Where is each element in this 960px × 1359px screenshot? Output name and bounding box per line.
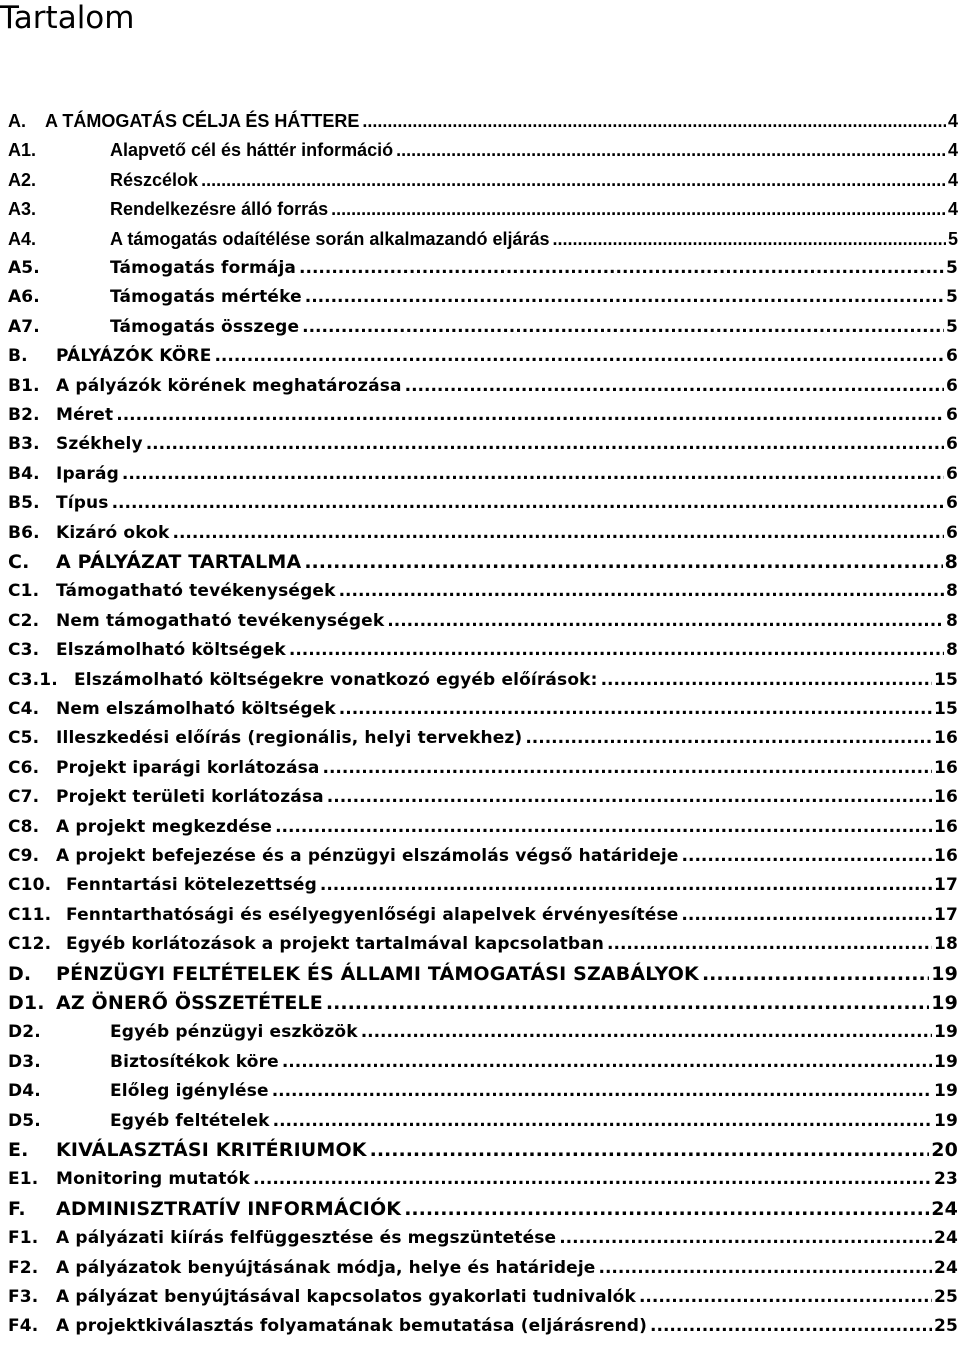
toc-entry[interactable] bbox=[0, 867, 958, 896]
toc-entry-title: Projekt iparági korlátozása bbox=[56, 757, 320, 778]
toc-entry-number: E. bbox=[8, 1139, 29, 1161]
toc-entry-page-number: 5 bbox=[947, 228, 958, 249]
toc-entry[interactable] bbox=[0, 750, 958, 779]
toc-entry[interactable] bbox=[0, 191, 958, 220]
toc-entry-number: B3. bbox=[8, 434, 40, 455]
toc-entry-number: A2. bbox=[8, 169, 37, 190]
toc-entry-number: A3. bbox=[8, 199, 37, 220]
toc-entry-page-number: 6 bbox=[946, 434, 958, 455]
toc-entry-page-number: 6 bbox=[946, 493, 958, 514]
toc-entry-number: A5. bbox=[8, 258, 40, 278]
toc-entry-page-number: 16 bbox=[934, 846, 958, 866]
toc-entry-number: C4. bbox=[8, 699, 40, 719]
toc-entry-title: PÁLYÁZÓK KÖRE bbox=[56, 346, 212, 367]
toc-entry-title: Egyéb pénzügyi eszközök bbox=[110, 1022, 358, 1043]
dot-leader bbox=[111, 492, 944, 514]
toc-entry-number: C9. bbox=[8, 846, 40, 866]
toc-entry-page-number: 6 bbox=[946, 375, 958, 396]
toc-entry[interactable] bbox=[0, 397, 958, 426]
toc-entry[interactable] bbox=[0, 309, 958, 338]
toc-entry-number: D4. bbox=[8, 1081, 41, 1102]
toc-entry-number: C12. bbox=[8, 934, 52, 955]
toc-entry-title: Támogatás formája bbox=[110, 258, 297, 278]
toc-entry-page-number: 5 bbox=[946, 258, 958, 278]
dot-leader bbox=[600, 669, 932, 691]
dot-leader bbox=[369, 1139, 930, 1161]
toc-entry-title: Támogatás összege bbox=[110, 316, 300, 337]
toc-entry-title: Méret bbox=[56, 405, 114, 425]
toc-entry-page-number: 8 bbox=[944, 551, 958, 573]
toc-entry-number: C2. bbox=[8, 610, 40, 631]
toc-entry-page-number: 20 bbox=[931, 1139, 958, 1161]
dot-leader bbox=[338, 580, 944, 602]
toc-entry-title: Támogatás mértéke bbox=[110, 287, 302, 308]
toc-entry[interactable] bbox=[0, 1073, 958, 1102]
toc-entry-page-number: 5 bbox=[946, 316, 958, 337]
toc-entry-title: Egyéb feltételek bbox=[110, 1110, 270, 1131]
toc-entry[interactable] bbox=[0, 838, 958, 867]
toc-entry[interactable] bbox=[0, 720, 958, 749]
toc-entry-title: Előleg igénylése bbox=[110, 1081, 269, 1102]
toc-entry-number: C10. bbox=[8, 875, 52, 896]
toc-entry-number: F4. bbox=[8, 1316, 39, 1337]
toc-entry-page-number: 18 bbox=[934, 934, 958, 955]
toc-entry-page-number: 19 bbox=[934, 1051, 958, 1072]
toc-entry-title: Nem támogatható tevékenységek bbox=[56, 610, 385, 631]
toc-entry-page-number: 24 bbox=[934, 1257, 958, 1278]
toc-entry-title: Részcélok bbox=[110, 169, 199, 190]
dot-leader bbox=[172, 522, 945, 544]
dot-leader bbox=[330, 198, 946, 220]
dot-leader bbox=[319, 874, 932, 896]
dot-leader bbox=[701, 963, 929, 985]
toc-entry-page-number: 6 bbox=[946, 405, 958, 425]
dot-leader bbox=[649, 1315, 932, 1337]
toc-entry-title: A TÁMOGATÁS CÉLJA ÉS HÁTTERE bbox=[45, 111, 360, 131]
dot-leader bbox=[145, 433, 944, 455]
toc-entry[interactable] bbox=[0, 338, 958, 367]
dot-leader bbox=[303, 551, 942, 573]
toc-entry-page-number: 8 bbox=[946, 640, 958, 661]
toc-entry-page-number: 8 bbox=[946, 610, 958, 631]
toc-entry[interactable] bbox=[0, 691, 958, 720]
toc-entry-title: Kizáró okok bbox=[56, 522, 170, 543]
toc-entry-number: A4. bbox=[8, 228, 37, 249]
toc-entry-title: A pályázati kiírás felfüggesztése és megszüntetése bbox=[56, 1228, 557, 1249]
dot-leader bbox=[395, 139, 946, 161]
dot-leader bbox=[322, 757, 933, 779]
dot-leader bbox=[200, 169, 946, 191]
toc-entry-title: Elszámolható költségek bbox=[56, 640, 286, 661]
toc-entry[interactable] bbox=[0, 1250, 958, 1279]
toc-entry-title: ADMINISZTRATÍV INFORMÁCIÓK bbox=[56, 1197, 402, 1220]
toc-entry-page-number: 4 bbox=[947, 140, 958, 161]
toc-entry[interactable] bbox=[0, 456, 958, 485]
toc-entry-title: A PÁLYÁZAT TARTALMA bbox=[56, 551, 302, 573]
toc-entry[interactable] bbox=[0, 1044, 958, 1073]
toc-entry-number: C1. bbox=[8, 581, 40, 602]
toc-entry-page-number: 16 bbox=[934, 728, 958, 749]
toc-entry-number: F3. bbox=[8, 1287, 39, 1307]
toc-entry-number: B. bbox=[8, 346, 28, 367]
toc-entry[interactable] bbox=[0, 132, 958, 161]
toc-entry-title: Nem elszámolható költségek bbox=[56, 699, 336, 719]
toc-entry-title: KIVÁLASZTÁSI KRITÉRIUMOK bbox=[56, 1139, 367, 1161]
toc-entry[interactable] bbox=[0, 103, 958, 132]
toc-entry-number: C11. bbox=[8, 904, 52, 925]
toc-entry[interactable] bbox=[0, 926, 958, 955]
toc-entry[interactable] bbox=[0, 603, 958, 632]
toc-entry-number: C3. bbox=[8, 640, 40, 661]
dot-leader bbox=[638, 1286, 932, 1308]
toc-entry-title: Projekt területi korlátozása bbox=[56, 787, 324, 808]
toc-entry-number: B6. bbox=[8, 522, 40, 543]
toc-entry-title: Támogatható tevékenységek bbox=[56, 581, 336, 602]
toc-entry-number: C5. bbox=[8, 728, 40, 749]
toc-entry-number: F2. bbox=[8, 1257, 39, 1278]
toc-entry-number: F. bbox=[8, 1197, 26, 1220]
toc-entry-number: A. bbox=[8, 111, 26, 131]
toc-entry[interactable] bbox=[0, 250, 958, 279]
dot-leader bbox=[271, 1080, 932, 1102]
toc-entry[interactable] bbox=[0, 573, 958, 602]
toc-entry-title: A projekt megkezdése bbox=[56, 816, 273, 837]
toc-entry-title: Fenntarthatósági és esélyegyenlőségi alapelvek érvényesítése bbox=[66, 904, 679, 925]
toc-entry[interactable] bbox=[0, 221, 958, 250]
toc-entry-page-number: 25 bbox=[934, 1316, 958, 1337]
toc-entry-page-number: 19 bbox=[934, 1081, 958, 1102]
toc-entry[interactable] bbox=[0, 485, 958, 514]
page-title: Tartalom bbox=[0, 0, 135, 36]
dot-leader bbox=[325, 992, 929, 1014]
dot-leader bbox=[298, 257, 944, 279]
toc-entry-page-number: 15 bbox=[934, 699, 958, 719]
toc-entry-page-number: 24 bbox=[934, 1228, 958, 1249]
toc-entry-page-number: 4 bbox=[947, 111, 958, 131]
toc-entry-number: F1. bbox=[8, 1228, 39, 1249]
toc-entry-page-number: 23 bbox=[934, 1169, 958, 1190]
toc-entry-page-number: 4 bbox=[947, 199, 958, 220]
toc-entry-page-number: 16 bbox=[934, 816, 958, 837]
toc-entry-page-number: 6 bbox=[946, 346, 958, 367]
toc-entry-page-number: 5 bbox=[946, 287, 958, 308]
toc-entry[interactable] bbox=[0, 1191, 958, 1220]
toc-entry-number: A6. bbox=[8, 287, 40, 308]
toc-entry-title: A pályázat benyújtásával kapcsolatos gyakorlati tudnivalók bbox=[56, 1287, 636, 1307]
toc-entry-title: A pályázók körének meghatározása bbox=[56, 375, 402, 396]
toc-entry-title: Monitoring mutatók bbox=[56, 1169, 250, 1190]
toc-entry-title: Illeszkedési előírás (regionális, helyi tervekhez) bbox=[56, 728, 523, 749]
toc-entry[interactable] bbox=[0, 1308, 958, 1337]
toc-entry[interactable] bbox=[0, 985, 958, 1014]
dot-leader bbox=[304, 286, 944, 308]
toc-entry-title: Elszámolható költségekre vonatkozó egyéb előírások: bbox=[74, 669, 598, 690]
toc-entry-number: D3. bbox=[8, 1051, 41, 1072]
toc-entry-title: A projekt befejezése és a pénzügyi elszámolás végső határideje bbox=[56, 846, 679, 866]
toc-entry[interactable] bbox=[0, 662, 958, 691]
toc-entry-number: D1. bbox=[8, 992, 45, 1014]
toc-entry-number: C6. bbox=[8, 757, 40, 778]
dot-leader bbox=[281, 1051, 932, 1073]
toc-entry-page-number: 17 bbox=[934, 904, 958, 925]
toc-entry[interactable] bbox=[0, 1279, 958, 1308]
toc-entry-number: A7. bbox=[8, 316, 40, 337]
dot-leader bbox=[301, 316, 944, 338]
toc-entry[interactable] bbox=[0, 426, 958, 455]
toc-entry[interactable] bbox=[0, 515, 958, 544]
toc-entry[interactable] bbox=[0, 544, 958, 573]
toc-entry[interactable] bbox=[0, 779, 958, 808]
toc-entry-title: Típus bbox=[56, 493, 109, 514]
toc-entry[interactable] bbox=[0, 162, 958, 191]
toc-entry[interactable] bbox=[0, 279, 958, 308]
toc-entry-title: Biztosítékok köre bbox=[110, 1051, 279, 1072]
toc-entry-page-number: 19 bbox=[934, 1022, 958, 1043]
toc-entry-page-number: 15 bbox=[934, 669, 958, 690]
toc-entry-page-number: 19 bbox=[931, 992, 958, 1014]
dot-leader bbox=[680, 904, 932, 926]
toc-entry-page-number: 24 bbox=[931, 1197, 958, 1220]
dot-leader bbox=[552, 228, 946, 250]
toc-entry[interactable] bbox=[0, 809, 958, 838]
toc-entry-page-number: 6 bbox=[946, 522, 958, 543]
dot-leader bbox=[597, 1257, 932, 1279]
dot-leader bbox=[524, 727, 932, 749]
toc-entry-page-number: 25 bbox=[934, 1287, 958, 1307]
toc-entry-number: D. bbox=[8, 962, 32, 985]
dot-leader bbox=[361, 110, 946, 132]
toc-entry-number: B1. bbox=[8, 375, 40, 396]
dot-leader bbox=[274, 816, 932, 838]
toc-entry-title: Iparág bbox=[56, 463, 119, 484]
toc-entry-page-number: 16 bbox=[934, 787, 958, 808]
toc-entry-page-number: 8 bbox=[946, 581, 958, 602]
dot-leader bbox=[252, 1168, 932, 1190]
toc-entry-page-number: 6 bbox=[946, 463, 958, 484]
dot-leader bbox=[288, 639, 944, 661]
toc-entry-number: C3.1. bbox=[8, 669, 58, 690]
toc-entry-title: Fenntartási kötelezettség bbox=[66, 875, 317, 896]
dot-leader bbox=[386, 610, 944, 632]
toc-entry-title: Rendelkezésre álló forrás bbox=[110, 199, 329, 220]
toc-entry-number: C7. bbox=[8, 787, 40, 808]
toc-entry[interactable] bbox=[0, 1103, 958, 1132]
dot-leader bbox=[403, 1198, 929, 1220]
toc-entry-number: B2. bbox=[8, 405, 40, 425]
toc-entry-page-number: 16 bbox=[934, 757, 958, 778]
dot-leader bbox=[404, 375, 944, 397]
toc-entry[interactable] bbox=[0, 897, 958, 926]
dot-leader bbox=[558, 1227, 932, 1249]
dot-leader bbox=[360, 1021, 932, 1043]
toc-entry-page-number: 4 bbox=[947, 169, 958, 190]
toc-entry-page-number: 17 bbox=[934, 875, 958, 896]
toc-entry[interactable] bbox=[0, 1014, 958, 1043]
toc-entry-number: D2. bbox=[8, 1022, 41, 1043]
toc-entry-number: A1. bbox=[8, 140, 37, 161]
toc-entry-number: E1. bbox=[8, 1169, 39, 1190]
dot-leader bbox=[338, 698, 932, 720]
toc-entry[interactable] bbox=[0, 956, 958, 985]
toc-entry[interactable] bbox=[0, 1132, 958, 1161]
toc-entry[interactable] bbox=[0, 1161, 958, 1190]
dot-leader bbox=[272, 1110, 932, 1132]
toc-entry-number: B4. bbox=[8, 463, 40, 484]
toc-entry[interactable] bbox=[0, 1220, 958, 1249]
dot-leader bbox=[606, 933, 932, 955]
toc-entry-title: Alapvető cél és háttér információ bbox=[110, 140, 394, 161]
toc-entry-title: A pályázatok benyújtásának módja, helye és határideje bbox=[56, 1257, 596, 1278]
dot-leader bbox=[326, 786, 932, 808]
toc-entry-title: AZ ÖNERŐ ÖSSZETÉTELE bbox=[56, 992, 323, 1014]
toc-entry-page-number: 19 bbox=[931, 962, 958, 985]
dot-leader bbox=[115, 404, 944, 426]
toc-entry-title: Székhely bbox=[56, 434, 143, 455]
dot-leader bbox=[121, 463, 944, 485]
toc-entry-title: A támogatás odaítélése során alkalmazandó eljárás bbox=[110, 228, 550, 249]
toc-entry-title: Egyéb korlátozások a projekt tartalmával kapcsolatban bbox=[66, 934, 605, 955]
dot-leader bbox=[681, 845, 932, 867]
toc-entry-title: A projektkiválasztás folyamatának bemutatása (eljárásrend) bbox=[56, 1316, 648, 1337]
toc-entry-number: C8. bbox=[8, 816, 40, 837]
toc-entry-title: PÉNZÜGYI FELTÉTELEK ÉS ÁLLAMI TÁMOGATÁSI SZABÁLYOK bbox=[56, 962, 699, 985]
toc-entry[interactable] bbox=[0, 368, 958, 397]
toc-entry-number: D5. bbox=[8, 1110, 41, 1131]
toc-entry[interactable] bbox=[0, 632, 958, 661]
toc-entry-number: C. bbox=[8, 551, 30, 573]
dot-leader bbox=[213, 345, 944, 367]
toc-entry-page-number: 19 bbox=[934, 1110, 958, 1131]
toc-entry-number: B5. bbox=[8, 493, 40, 514]
